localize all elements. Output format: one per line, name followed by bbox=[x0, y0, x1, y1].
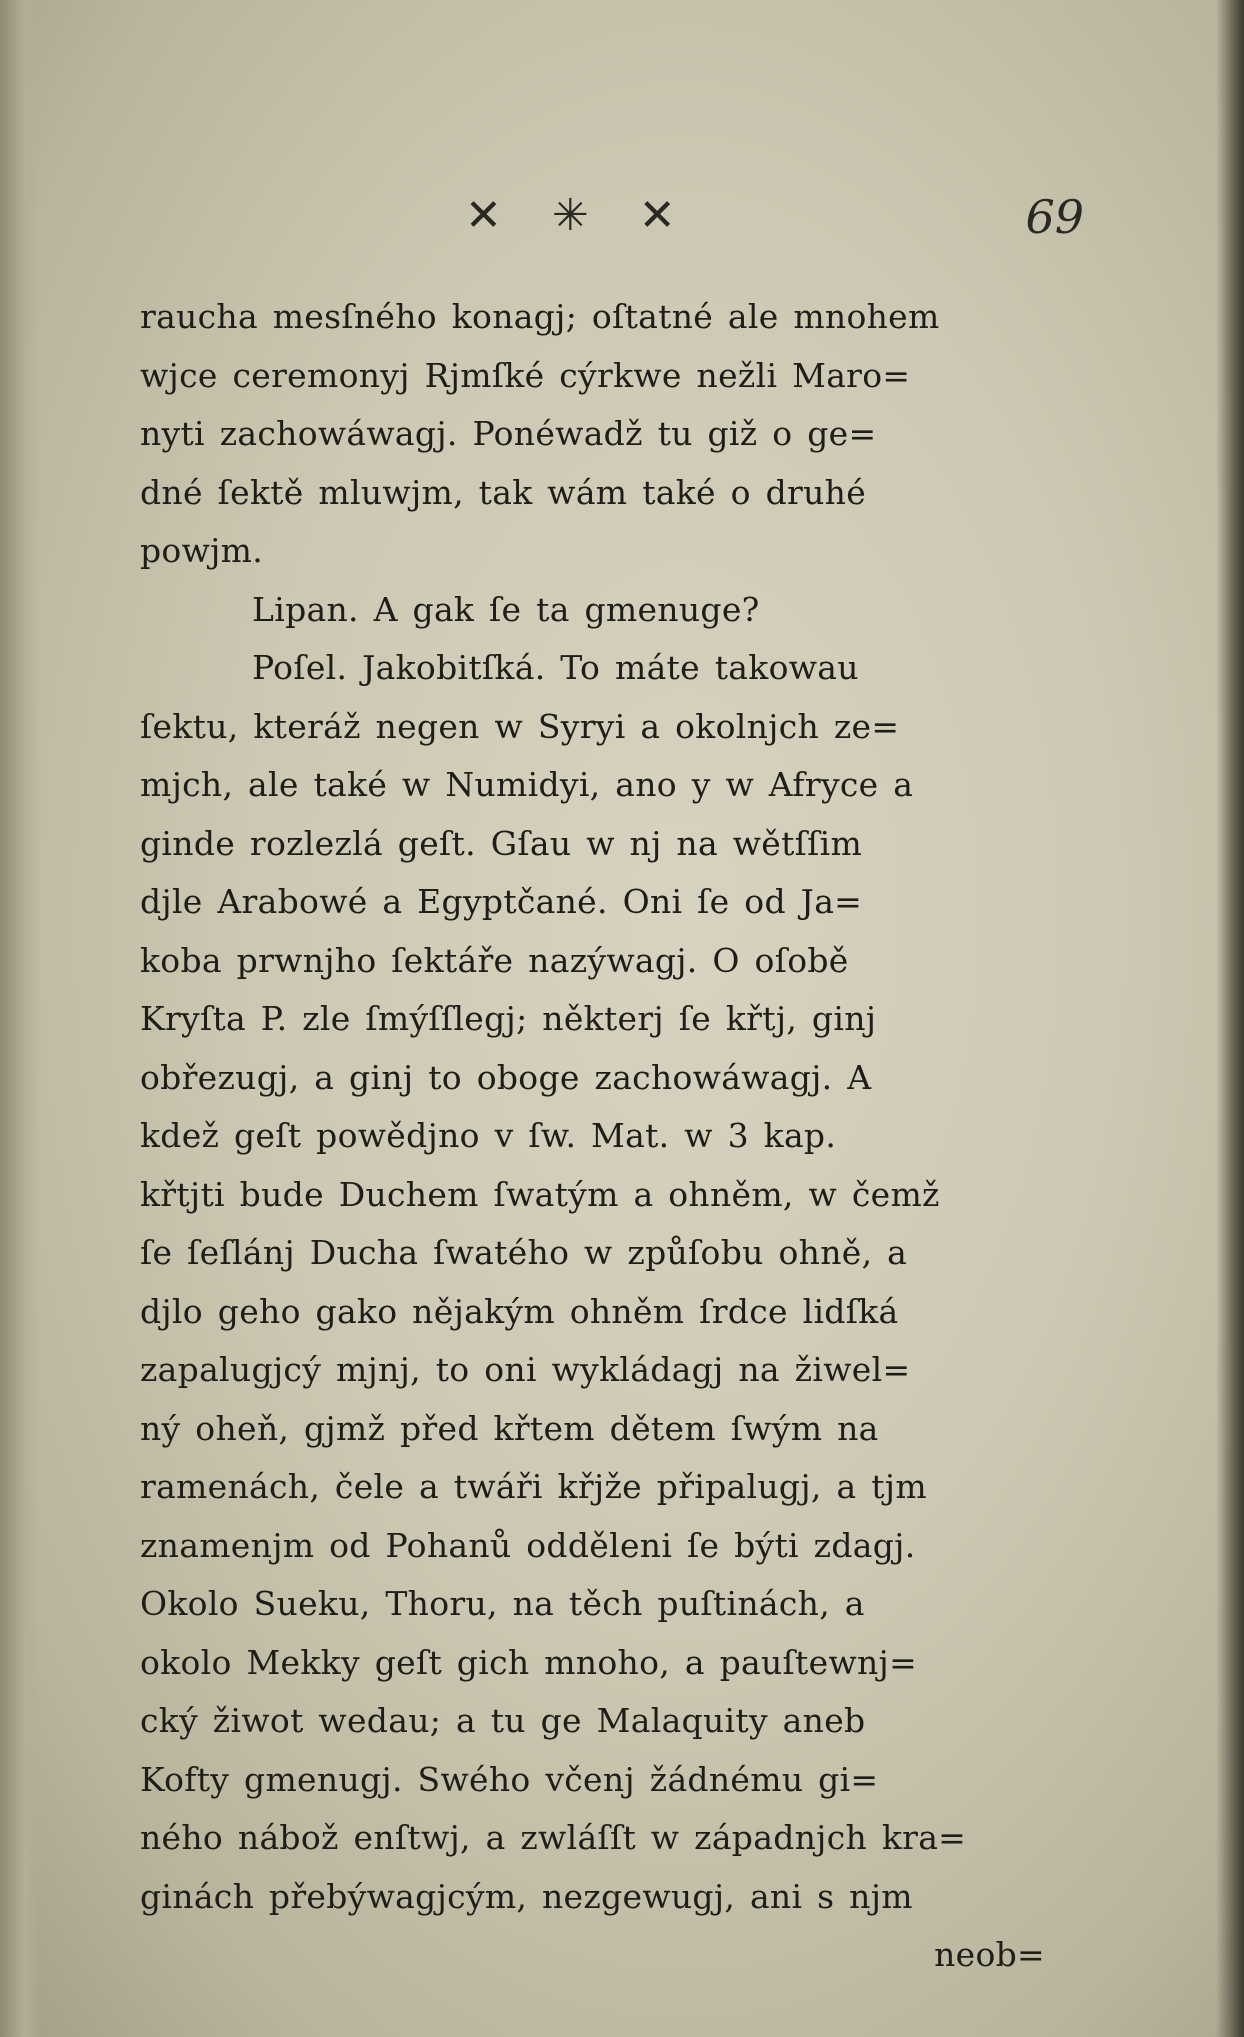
text-line: ný oheň, gjmž před křtem dětem ſwým na bbox=[140, 1408, 879, 1448]
text-line: zapalugjcý mjnj, to oni wykládagj na žiwel= bbox=[140, 1350, 911, 1389]
catchword: neob= bbox=[934, 1935, 1045, 1974]
text-line: okolo Mekky geſt gich mnoho, a pauſtewnj= bbox=[140, 1642, 918, 1682]
text-line: Okolo Sueku, Thoru, na těch puſtinách, a bbox=[140, 1584, 865, 1623]
text-line: ſektu, kteráž negen w Syryi a okolnjch ze= bbox=[140, 706, 900, 746]
text-line: ramenách, čele a twáři křjže připalugj, a tjm bbox=[140, 1467, 927, 1506]
text-line: kdež geſt powědjno v ſw. Mat. w 3 kap. bbox=[140, 1116, 837, 1155]
text-line: powjm. bbox=[140, 531, 264, 570]
text-line: znamenjm od Pohanů odděleni ſe býti zdagj. bbox=[140, 1525, 916, 1565]
text-line: obřezugj, a ginj to oboge zachowáwagj. A bbox=[140, 1057, 872, 1097]
text-line: Lipan. A gak ſe ta gmenuge? bbox=[252, 589, 760, 629]
text-line: raucha mesſného konagj; oſtatné ale mnohem bbox=[140, 297, 940, 336]
ornament-icon: ✕ ✳ ✕ bbox=[465, 190, 694, 241]
text-line: ſe ſeſlánj Ducha ſwatého w způſobu ohně, a bbox=[140, 1233, 908, 1272]
text-line: wjce ceremonyj Rjmſké cýrkwe nežli Maro= bbox=[140, 355, 911, 395]
text-line: djle Arabowé a Egyptčané. Oni ſe od Ja= bbox=[140, 882, 863, 921]
page-number: 69 bbox=[1025, 190, 1084, 244]
text-line: cký žiwot wedau; a tu ge Malaquity aneb bbox=[140, 1701, 866, 1740]
text-line: Kofty gmenugj. Swého včenj žádnému gi= bbox=[140, 1759, 879, 1799]
text-line: ného nábož enſtwj, a zwláſſt w západnjch kra= bbox=[140, 1818, 967, 1857]
text-line: Poſel. Jakobitſká. To máte takowau bbox=[252, 648, 859, 687]
text-line: dné ſektě mluwjm, tak wám také o druhé bbox=[140, 472, 867, 512]
page-header bbox=[150, 190, 1084, 260]
text-line: Kryſta P. zle ſmýſſlegj; některj ſe křtj, ginj bbox=[140, 999, 877, 1038]
text-line: koba prwnjho ſektáře nazýwagj. O oſobě bbox=[140, 940, 849, 980]
text-line: ginách přebýwagjcým, nezgewugj, ani s njm bbox=[140, 1876, 913, 1916]
text-line: ginde rozlezlá geſt. Gſau w nj na wětſſim bbox=[140, 823, 863, 863]
text-line: mjch, ale také w Numidyi, ano y w Afryce a bbox=[140, 765, 914, 804]
text-line: křtjti bude Duchem ſwatým a ohněm, w čemž bbox=[140, 1174, 940, 1214]
body-text bbox=[140, 288, 1055, 1985]
text-line: nyti zachowáwagj. Ponéwadž tu giž o ge= bbox=[140, 414, 877, 453]
text-line: djlo geho gako nějakým ohněm ſrdce lidſká bbox=[140, 1291, 899, 1331]
